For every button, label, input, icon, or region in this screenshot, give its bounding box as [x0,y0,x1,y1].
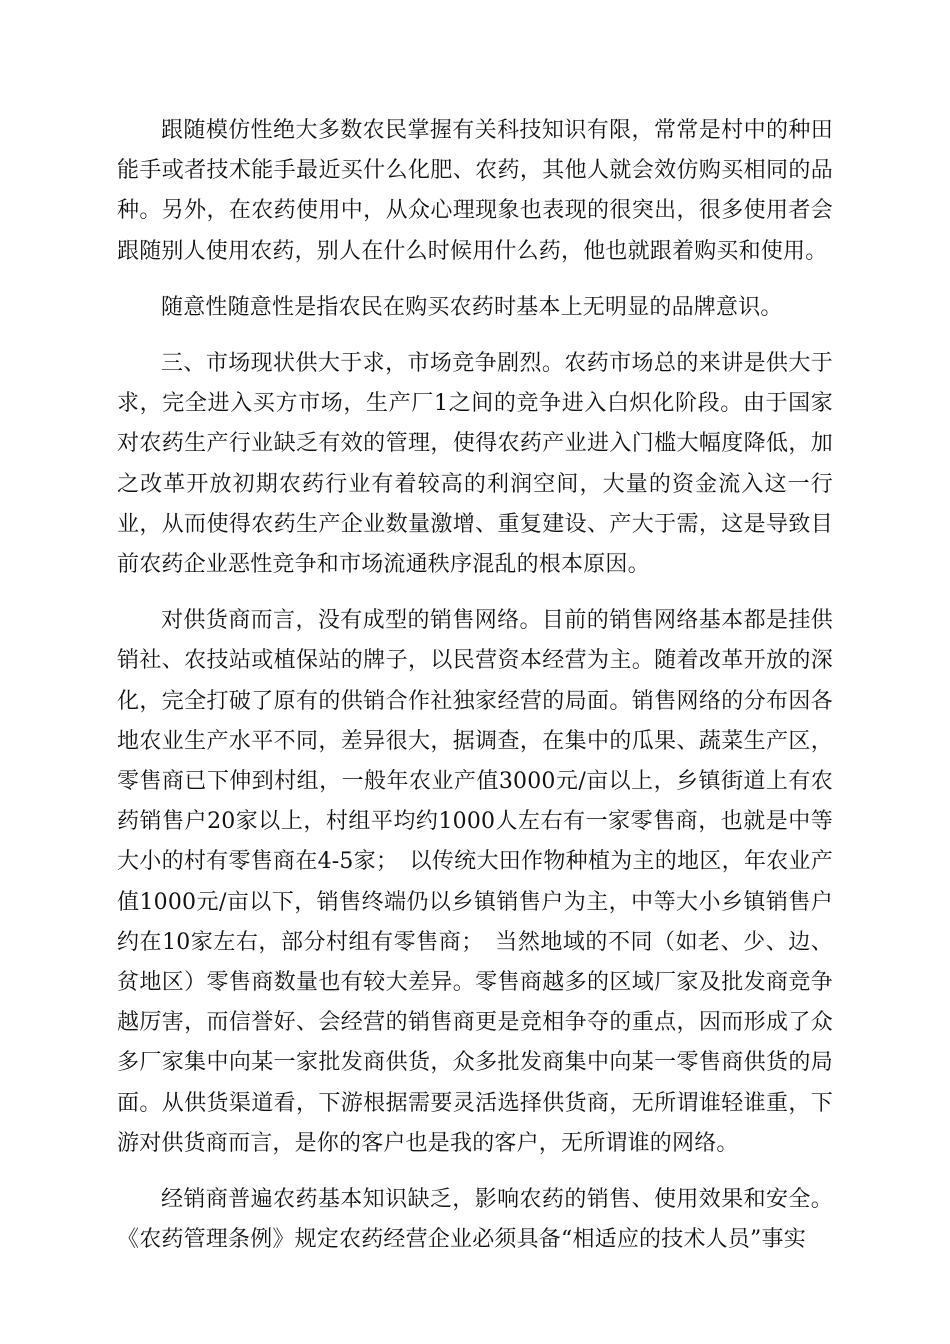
paragraph-supplier-network: 对供货商而言，没有成型的销售网络。目前的销售网络基本都是挂供销社、农技站或植保站的牌子，以民营资本经营为主。随着改革开放的深化，完全打破了原有的供销合作社独家经营的局面。销售网络的分布因各地农业生产水平不同，差异很大，据调查，在集中的瓜果、蔬菜生产区，零售商已下伸到村组，一般年农业产值3000元/亩以上，乡镇街道上有农药销售户20家以上，村组平均约1000人左右有一家零售商，也就是中等大小的村有零售商在4-5家； 以传统大田作物种植为主的地区，年农业产值1000元/亩以下，销售终端仍以乡镇销售户为主，中等大小乡镇销售户约在10家左右，部分村组有零售商； 当然地域的不同（如老、少、边、贫地区）零售商数量也有较大差异。零售商越多的区域厂家及批发商竞争越厉害，而信誉好、会经营的销售商更是竞相争夺的重点，因而形成了众多厂家集中向某一家批发商供货，众多批发商集中向某一零售商供货的局面。从供货渠道看，下游根据需要灵活选择供货商，无所谓谁轻谁重，下游对供货商而言，是你的客户也是我的客户，无所谓谁的网络。 [117,608,833,1156]
paragraph-dealer-knowledge: 经销商普遍农药基本知识缺乏，影响农药的销售、使用效果和安全。《农药管理条例》规定农药经营企业必须具备“相适应的技术人员”事实 [117,1187,833,1253]
paragraph-imitation: 跟随模仿性绝大多数农民掌握有关科技知识有限，常常是村中的种田能手或者技术能手最近买什么化肥、农药，其他人就会效仿购买相同的品种。另外，在农药使用中，从众心理现象也表现的很突出，很多使用者会跟随别人使用农药，别人在什么时候用什么药，他也就跟着购买和使用。 [117,118,833,264]
document-body [117,111,833,1260]
paragraph-randomness: 随意性随意性是指农民在购买农药时基本上无明显的品牌意识。 [161,294,783,320]
paragraph-market-status: 三、市场现状供大于求，市场竞争剧烈。农药市场总的来讲是供大于求，完全进入买方市场，生产厂1之间的竞争进入白炽化阶段。由于国家对农药生产行业缺乏有效的管理，使得农药产业进入门槛大幅度降低，加之改革开放初期农药行业有着较高的利润空间，大量的资金流入这一行业，从而使得农药生产企业数量激增、重复建设、产大于需，这是导致目前农药企业恶性竞争和市场流通秩序混乱的根本原因。 [117,351,833,578]
